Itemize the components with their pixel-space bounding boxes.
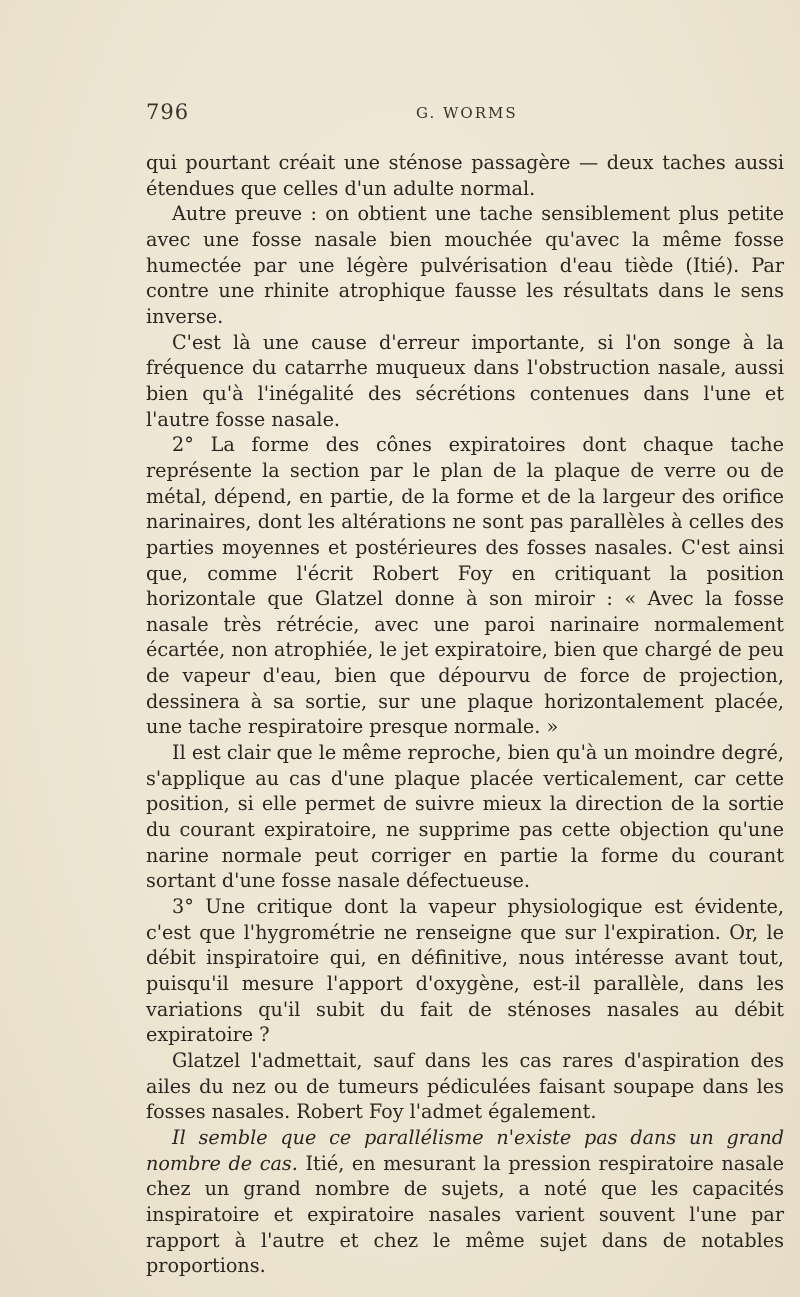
paragraph-with-italic-lead bbox=[146, 1125, 784, 1279]
paragraph: Il est clair que le même reproche, bien qu'à un moindre degré, s'applique au cas d'une plaque placée verticalement, car cette position, si elle permet de suivre mieux la direction de la sortie du courant expiratoire, ne supprime pas cette objection qu'une narine normale peut corriger en partie la forme du courant sortant d'une fosse nasale défectueuse. bbox=[146, 741, 784, 893]
paragraph: 2° La forme des cônes expiratoires dont chaque tache représente la section par le plan de la plaque de verre ou de métal, dépend, en partie, de la forme et de la largeur des orifice narinaires, dont les altérations ne sont pas parallèles à celles des parties moyennes et postérieures des fosses nasales. C'est ainsi que, comme l'écrit Robert Foy en critiquant la position horizontale que Glatzel donne à son miroir : « Avec la fosse nasale très rétrécie, avec une paroi narinaire normalement écartée, non atrophiée, le jet expiratoire, bien que chargé de peu de vapeur d'eau, bien que dépourvu de force de projection, dessinera à sa sortie, sur une plaque horizontalement placée, une tache respiratoire presque normale. » bbox=[146, 433, 784, 739]
page-header bbox=[146, 100, 786, 140]
paragraph: Glatzel l'admettait, sauf dans les cas rares d'aspiration des ailes du nez ou de tumeurs pédiculées faisant soupape dans les fosses nasales. Robert Foy l'admet également. bbox=[146, 1048, 784, 1124]
paragraph-rest: Itié, en mesurant la pression respiratoire nasale chez un grand nombre de sujets, a noté que les capacités inspiratoire et expiratoire nasales varient souvent l'une par rapport à l'autre et chez le même sujet dans de notables proportions. bbox=[146, 1151, 784, 1278]
paragraph: 3° Une critique dont la vapeur physiologique est évidente, c'est que l'hygrométrie ne renseigne que sur l'expiration. Or, le débit inspiratoire qui, en définitive, nous intéresse avant tout, puisqu'il mesure l'apport d'oxygène, est-il parallèle, dans les variations qu'il subit du fait de sténoses nasales au débit expiratoire ? bbox=[146, 895, 784, 1047]
body-text bbox=[146, 150, 784, 1279]
paragraph: qui pourtant créait une sténose passagère — deux taches aussi étendues que celles d'un adulte normal. bbox=[146, 151, 784, 200]
page-number: 796 bbox=[146, 100, 190, 124]
running-head: G. WORMS bbox=[416, 104, 518, 122]
paragraph: Autre preuve : on obtient une tache sensiblement plus petite avec une fosse nasale bien mouchée qu'avec la même fosse humectée par une légère pulvérisation d'eau tiède (Itié). Par contre une rhinite atrophique fausse les résultats dans le sens inverse. bbox=[146, 202, 784, 328]
italic-lead: Il semble que ce parallélisme n'existe pas dans un grand nombre de cas. bbox=[146, 1125, 784, 1175]
paragraph: C'est là une cause d'erreur importante, si l'on songe à la fréquence du catarrhe muqueux dans l'obstruction nasale, aussi bien qu'à l'inégalité des sécrétions contenues dans l'une et l'autre fosse nasale. bbox=[146, 330, 784, 431]
